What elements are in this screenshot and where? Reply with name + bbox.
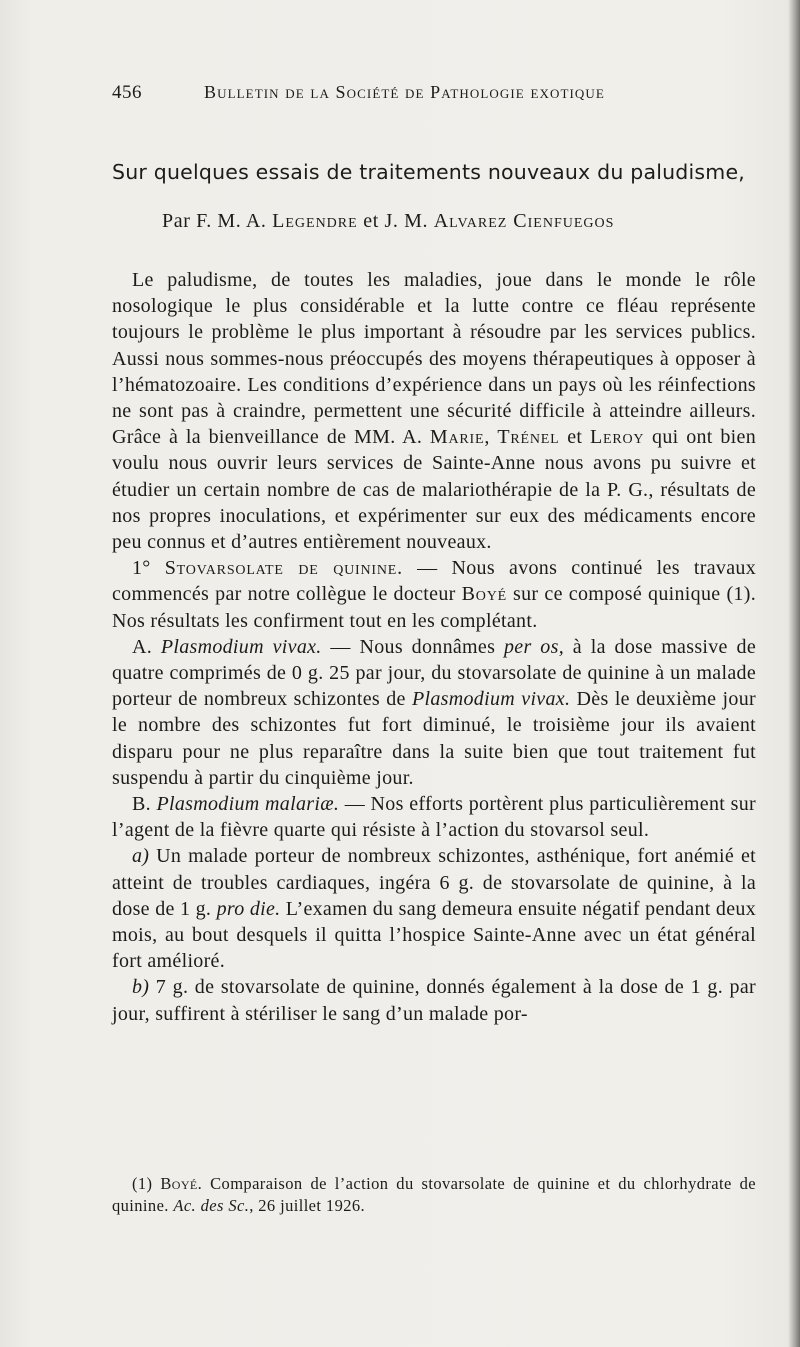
authors-conjunction: et (363, 210, 379, 232)
case-a-text-1: Un malade porteur de nombreux schizontes, asthénique, fort anémié et atteint de troubles cardiaques, ingéra 6 g. de stovarsolate de quinine, à la dose de 1 g. (112, 845, 756, 920)
part-a-text-3: Dès le deuxième jour le nombre des schizontes fut fort diminué, le troisième jour ils avaient disparu pour ne plus reparaître dans la suite bien que tout traitement fut suspendu à partir du cinquième jour. (112, 688, 756, 789)
part-a-species: Plasmodium vivax. (160, 635, 322, 658)
intro-comma: , (484, 426, 498, 449)
section-1-text-1: — Nous avons continué les travaux commencés par notre collègue le docteur (112, 557, 756, 606)
author-1-name: Legendre (272, 210, 358, 232)
authors-prefix: Par (162, 210, 191, 232)
intro-and: et (559, 426, 590, 449)
case-a-label: a) (132, 845, 150, 868)
section-1-paragraph (112, 555, 756, 634)
case-b-text-1: 7 g. de stovarsolate de quinine, donnés également à la dose de 1 g. par jour, suffirent à stériliser le sang d’un malade por- (112, 976, 756, 1025)
footnote (112, 1173, 756, 1217)
page-number: 456 (112, 82, 142, 103)
footnote-1 (112, 1173, 756, 1217)
part-b-text-1: — Nos efforts portèrent plus particulièrement sur l’agent de la fièvre quarte qui résiste à l’action du stovarsol seul. (112, 793, 756, 842)
intro-text-1: Le paludisme, de toutes les maladies, joue dans le monde le rôle nosologique le plus considérable et la lutte contre ce fléau représente toujours le problème le plus important à résoudre par les services publics. Aussi nous sommes-nous préoccupés des moyens thérapeutiques à opposer à l’hématozoaire. Les conditions d’expérience dans un pays où les réinfections ne sont pas à craindre, permettent une sécurité difficile à atteindre ailleurs. Grâce à la bienveillance de MM. A. (112, 269, 756, 449)
footnote-author: Boyé (160, 1174, 198, 1193)
case-b-paragraph (112, 974, 756, 1026)
article-title: Sur quelques essais de traitements nouveaux du paludisme, (112, 160, 745, 184)
author-2-initials: J. M. (384, 210, 429, 232)
section-1-heading: Stovarsolate de quinine. (164, 557, 403, 580)
running-title: Bulletin de la Société de Pathologie exotique (204, 82, 605, 102)
person-leroy: Leroy (589, 426, 645, 449)
footnote-text-2: , 26 juillet 1926. (249, 1196, 366, 1215)
case-b-label: b) (132, 976, 150, 999)
part-a-label: A. (132, 635, 161, 658)
part-b-label: B. (132, 793, 157, 816)
case-a-latin: pro die. (216, 897, 281, 920)
case-a-text-2: L’examen du sang demeura ensuite négatif pendant deux mois, au bout desquels il quitta l’hospice Sainte-Anne avec un état général fort amélioré. (112, 897, 757, 973)
person-marie: Marie (429, 426, 485, 449)
section-1-text-2: sur ce composé quinique (1). Nos résultats les confirment tout en les complétant. (112, 583, 756, 632)
part-b-species: Plasmodium malariæ. (156, 793, 340, 816)
footnote-text-1: . Comparaison de l’action du stovarsolate de quinine et du chlorhydrate de quinine. (112, 1174, 757, 1215)
footnote-journal: Ac. des Sc. (173, 1196, 250, 1215)
intro-text-2: qui ont bien voulu nous ouvrir leurs services de Sainte-Anne nous avons pu suivre et étudier un certain nombre de cas de malariothérapie de la P. G., résultats de nos propres inoculations, et expérimenter sur eux des médicaments encore peu connus et d’autres entièrement nouveaux. (112, 426, 756, 554)
article-authors (162, 210, 722, 233)
intro-paragraph (112, 267, 756, 555)
case-a-paragraph (112, 843, 756, 974)
part-a-text-2: à la dose massive de quatre comprimés de 0 g. 25 par jour, du stovarsolate de quinine à un malade porteur de nombreux schizontes de (112, 635, 756, 711)
author-2-name: Alvarez Cienfuegos (433, 210, 615, 232)
part-a-species-2: Plasmodium vivax. (412, 688, 571, 711)
part-a-latin: per os, (503, 635, 564, 658)
part-b-paragraph (112, 791, 756, 843)
article-body (112, 267, 756, 1027)
person-trenel: Trénel (497, 426, 560, 449)
part-a-text-1: — Nous donnâmes (321, 635, 504, 658)
section-1-number: 1° (132, 557, 151, 580)
part-a-paragraph (112, 634, 756, 791)
footnote-marker: (1) (132, 1174, 161, 1193)
author-1-initials: F. M. A. (196, 210, 267, 232)
person-boye: Boyé (461, 583, 507, 606)
